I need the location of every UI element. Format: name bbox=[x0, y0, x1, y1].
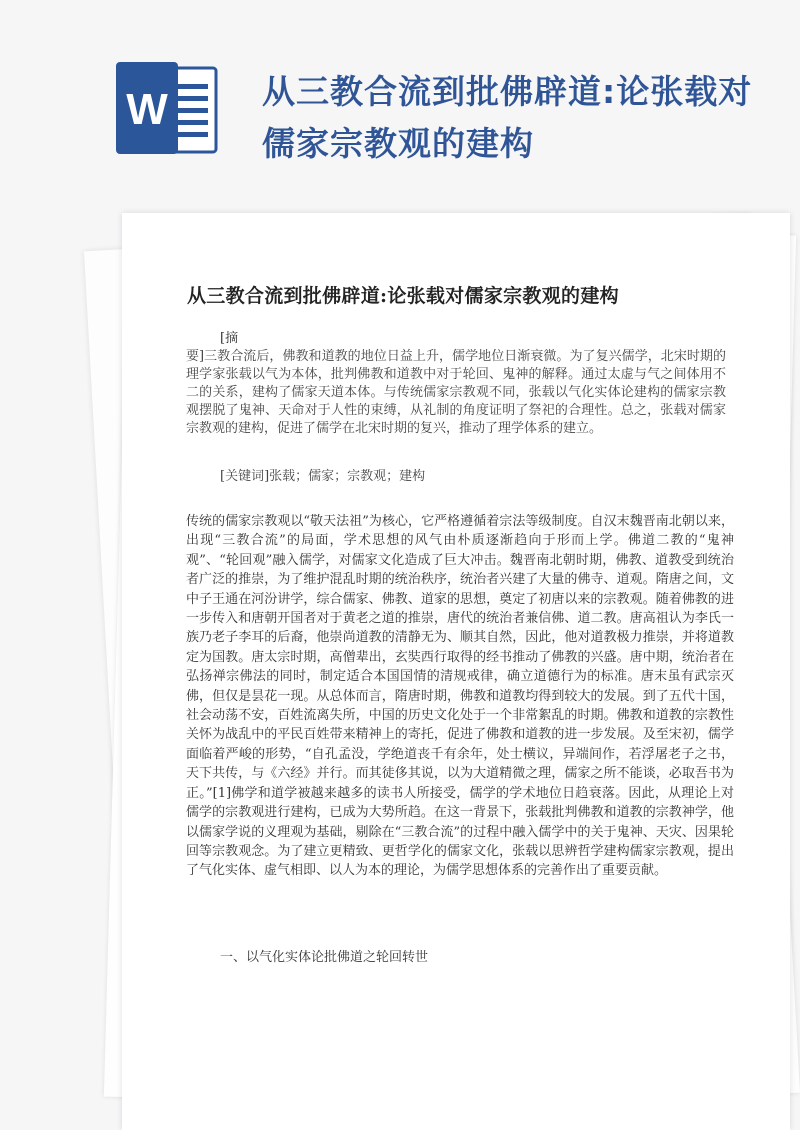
abstract-label: [摘 bbox=[220, 331, 239, 346]
svg-text:W: W bbox=[126, 85, 168, 134]
document-page bbox=[122, 213, 790, 1130]
body-paragraph: 传统的儒家宗教观以“敬天法祖”为核心，它严格遵循着宗法等级制度。自汉末魏晋南北朝以来，出现“三教合流”的局面，学术思想的风气由朴质逐渐趋向于形而上学。佛道二教的“鬼神观”、“轮回观”融入儒学，对儒家文化造成了巨大冲击。魏晋南北朝时期，佛教、道教受到统治者广泛的推崇，为了维护混乱时期的统治秩序，统治者兴建了大量的佛寺、道观。隋唐之间，文中子王通在河汾讲学，综合儒家、佛教、道家的思想，奠定了初唐以来的宗教观。随着佛教的进一步传入和唐朝开国者对于黄老之道的推崇，唐代的统治者兼信佛、道二教。唐高祖认为李氏一族乃老子李耳的后裔，他崇尚道教的清静无为、顺其自然，因此，他对道教极力推崇，并将道教定为国教。唐太宗时期，高僧辈出，玄奘西行取得的经书推动了佛教的兴盛。唐中期，统治者在弘扬禅宗佛法的同时，制定适合本国国情的清规戒律，确立道德行为的标准。唐末虽有武宗灭佛，但仅是昙花一现。从总体而言，隋唐时期，佛教和道教均得到较大的发展。到了五代十国，社会动荡不安，百姓流离失所，中国的历史文化处于一个非常絮乱的时期。佛教和道教的宗教性关怀为战乱中的平民百姓带来精神上的寄托，促进了佛教和道教的进一步发展。及至宋初，儒学面临着严峻的形势，“自孔孟没，学绝道丧千有余年，处士横议，异端间作，若浮屠老子之书，天下共传，与《六经》并行。而其徒侈其说，以为大道精微之理，儒家之所不能谈，必取吾书为正。”[1]佛学和道学被越来越多的读书人所接受，儒学的学术地位日趋衰落。因此，从理论上对儒学的宗教观进行建构，已成为大势所趋。在这一背景下，张载批判佛教和道教的宗教神学，他以儒家学说的义理观为基础，剔除在“三教合流”的过程中融入儒学中的关于鬼神、天灾、因果轮回等宗教观念。为了建立更精致、更哲学化的儒家文化，张载以思辨哲学建构儒家宗教观，提出了气化实体、虚气相即、以人为本的理论，为儒学思想体系的完善作出了重要贡献。 bbox=[186, 514, 734, 879]
header bbox=[0, 0, 800, 215]
keywords: [关键词]张载；儒家；宗教观；建构 bbox=[220, 469, 426, 484]
document-title: 从三教合流到批佛辟道:论张载对儒家宗教观的建构 bbox=[187, 285, 619, 307]
section-heading: 一、以气化实体论批佛道之轮回转世 bbox=[220, 950, 429, 965]
abstract-text: 要]三教合流后，佛教和道教的地位日益上升，儒学地位日渐衰微。为了复兴儒学，北宋时期的理学家张载以气为本体，批判佛教和道教中对于轮回、鬼神的解释。通过太虚与气之间体用不二的关系，建构了儒家天道本体。与传统儒家宗教观不同，张载以气化实体论建构的儒家宗教观摆脱了鬼神、天命对于人性的束缚，从礼制的角度证明了祭祀的合理性。总之，张载对儒家宗教观的建构，促进了儒学在北宋时期的复兴，推动了理学体系的建立。 bbox=[186, 349, 726, 436]
header-title: 从三教合流到批佛辟道:论张载对儒家宗教观的建构 bbox=[262, 72, 753, 163]
word-document-icon bbox=[116, 62, 218, 154]
